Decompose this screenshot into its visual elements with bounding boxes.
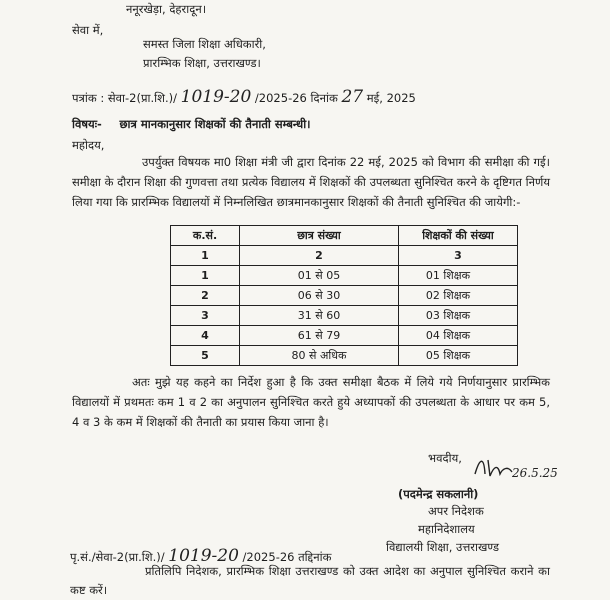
- table-cell-text: 03 शिक्षक: [425, 309, 471, 322]
- closing-bhavdiya: भवदीय,: [428, 451, 462, 465]
- table-column-number-row: [171, 246, 518, 266]
- table-cell: 01 से 05: [240, 266, 399, 286]
- table-header-teachers: शिक्षकों की संख्या: [399, 226, 518, 246]
- table-header-serial: क.सं.: [171, 226, 240, 246]
- table-cell: 2: [171, 286, 240, 306]
- paragraph-1: उपर्युक्त विषयक मा0 शिक्षा मंत्री जी द्वारा दिनांक 22 मई, 2025 को विभाग की समीक्षा की गई। समीक्षा के दौरान शिक्षा की गुणवत्ता तथा प्रत्येक विद्यालय में शिक्षकों की उपलब्धता सुनिश्चित करने के दृष्टिगत निर्णय लिया गया कि प्रारम्भिक विद्यालयों में निम्नलिखित छात्रमानकानुसार शिक्षकों की तैनाती सुनिश्चित की जायेगी:-: [72, 155, 550, 209]
- copy-ref-suffix: /2025-26 तद्दिनांक: [242, 550, 332, 564]
- table-cell-text: 05 शिक्षक: [425, 349, 471, 362]
- table-cell: 1: [171, 266, 240, 286]
- salutation: महोदय,: [72, 138, 105, 152]
- copy-text: प्रतिलिपि निदेशक, प्रारम्भिक शिक्षा उत्तराखण्ड को उक्त आदेश का अनुपाल सुनिश्चित कराने का कष्ट करें।: [70, 564, 550, 597]
- seva-mein: सेवा में,: [72, 23, 104, 37]
- letter-ref-month-year: मई, 2025: [366, 91, 416, 105]
- table-cell: [399, 306, 518, 326]
- table-cell: 61 से 79: [240, 326, 399, 346]
- table-cell: [399, 346, 518, 366]
- letter-ref-day: 27: [341, 87, 364, 107]
- table-row: [171, 326, 518, 346]
- copy-ref-number: 1019-20: [168, 546, 239, 566]
- table-cell: 06 से 30: [240, 286, 399, 306]
- table-cell: [399, 286, 518, 306]
- table-cell-text: 01 शिक्षक: [425, 269, 471, 282]
- table-cell: 1: [171, 246, 240, 266]
- table-cell: 31 से 60: [240, 306, 399, 326]
- table-row: [171, 266, 518, 286]
- table-cell: [399, 266, 518, 286]
- subject-label: विषयः-: [72, 117, 102, 131]
- subject-line: [72, 117, 311, 132]
- letter-ref-number: 1019-20: [180, 87, 252, 107]
- table-cell-text: 04 शिक्षक: [425, 329, 471, 342]
- table-cell: 3: [399, 246, 518, 266]
- sender-address: ननूरखेड़ा, देहरादून।: [126, 2, 207, 16]
- table-cell: [399, 326, 518, 346]
- signatory-designation: अपर निदेशक: [428, 504, 484, 518]
- copy-ref-prefix: पृ.सं./सेवा-2(प्रा.शि.)/: [70, 550, 165, 564]
- table-cell-text: 02 शिक्षक: [425, 289, 471, 302]
- letter-ref-year-date: /2025-26 दिनांक: [254, 91, 338, 105]
- letter-reference: [72, 87, 416, 107]
- teacher-distribution-table: [170, 225, 518, 366]
- signatory-office: महानिदेशालय: [418, 522, 475, 536]
- recipient-line-1: समस्त जिला शिक्षा अधिकारी,: [143, 37, 266, 51]
- table-row: [171, 306, 518, 326]
- letter-ref-prefix: पत्रांक : सेवा-2(प्रा.शि.)/: [72, 91, 177, 105]
- signature-date: 26.5.25: [512, 466, 558, 480]
- table-row: [171, 346, 518, 366]
- table-row: [171, 286, 518, 306]
- signatory-name: (पदमेन्द्र सकलानी): [398, 487, 479, 501]
- table-cell: 80 से अधिक: [240, 346, 399, 366]
- table-cell: 5: [171, 346, 240, 366]
- signatory-department: विद्यालयी शिक्षा, उत्तराखण्ड: [386, 540, 499, 554]
- recipient-line-2: प्रारम्भिक शिक्षा, उत्तराखण्ड।: [143, 56, 261, 70]
- subject-text: छात्र मानकानुसार शिक्षकों की तैनाती सम्बन्धी।: [119, 117, 311, 131]
- table-cell: 4: [171, 326, 240, 346]
- table-cell: 3: [171, 306, 240, 326]
- table-header-row: [171, 226, 518, 246]
- table-cell: 2: [240, 246, 399, 266]
- paragraph-2: अतः मुझे यह कहने का निर्देश हुआ है कि उक्त समीक्षा बैठक में लिये गये निर्णयानुसार प्रारम्भिक विद्यालयों में प्रथमतः कम 1 व 2 का अनुपालन सुनिश्चित करते हुये अध्यापकों की उपलब्धता के आधार पर कम 5, 4 व 3 के कम में शिक्षकों की तैनाती का प्रयास किया जाना है।: [72, 375, 550, 429]
- table-header-students: छात्र संख्या: [240, 226, 399, 246]
